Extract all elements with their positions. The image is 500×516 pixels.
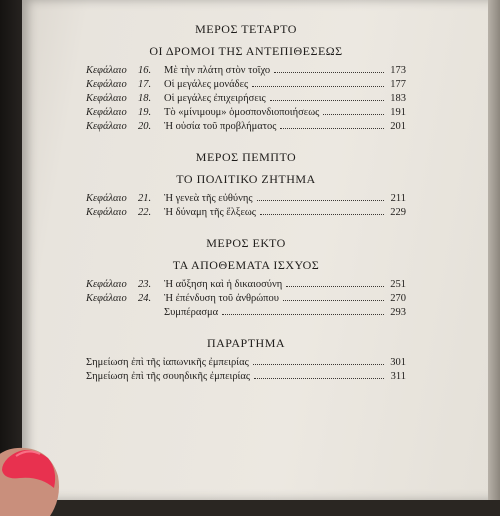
part-section-4 bbox=[86, 22, 406, 134]
chapter-label: Κεφάλαιο bbox=[86, 93, 127, 104]
toc-entry bbox=[86, 206, 406, 220]
chapter-title: Μὲ τὴν πλάτη στὸν τοῖχο bbox=[164, 65, 271, 76]
toc-entry bbox=[86, 106, 406, 120]
chapter-number: 18. bbox=[138, 93, 152, 104]
dot-leader bbox=[323, 106, 384, 115]
chapter-title: Ἡ οὐσία τοῦ προβλήματος bbox=[164, 121, 277, 132]
chapter-title: Ἡ δύναμη τῆς ἕλξεως bbox=[164, 207, 256, 218]
appendix-section bbox=[86, 336, 406, 384]
dot-leader bbox=[270, 92, 384, 101]
toc-entry bbox=[86, 78, 406, 92]
chapter-title: Τὸ «μίνιμουμ» ὁμοσπονδιοποιήσεως bbox=[164, 107, 320, 118]
dot-leader bbox=[257, 192, 384, 201]
dot-leader bbox=[222, 306, 384, 315]
page-number: 201 bbox=[390, 121, 406, 132]
page-number: 211 bbox=[390, 193, 406, 204]
dot-leader bbox=[280, 120, 384, 129]
dot-leader bbox=[274, 64, 384, 73]
chapter-number: 19. bbox=[138, 107, 152, 118]
dot-leader bbox=[286, 278, 384, 287]
chapter-title: Ἡ ἐπένδυση τοῦ ἀνθρώπου bbox=[164, 293, 279, 304]
page-number: 311 bbox=[390, 371, 406, 382]
chapter-label: Κεφάλαιο bbox=[86, 121, 127, 132]
conclusion-title: Συμπέρασμα bbox=[164, 307, 219, 318]
part-title: ΜΕΡΟΣ ΠΕΜΠΤΟ bbox=[195, 150, 297, 164]
part-title: ΜΕΡΟΣ ΕΚΤΟ bbox=[206, 236, 286, 250]
chapter-title: Ἡ αὔξηση καὶ ἡ δικαιοσύνη bbox=[164, 279, 283, 290]
toc-entry bbox=[86, 92, 406, 106]
page-number: 229 bbox=[390, 207, 406, 218]
appendix-entry-title: Σημείωση ἐπὶ τῆς σουηδικῆς ἐμπειρίας bbox=[86, 371, 251, 382]
page-number: 191 bbox=[390, 107, 406, 118]
chapter-number: 23. bbox=[138, 279, 152, 290]
fingertip-with-nail bbox=[0, 436, 70, 516]
toc-entry bbox=[86, 292, 406, 306]
chapter-label: Κεφάλαιο bbox=[86, 193, 127, 204]
toc-entry-conclusion bbox=[86, 306, 406, 320]
chapter-number: 20. bbox=[138, 121, 152, 132]
page-number: 301 bbox=[390, 357, 406, 368]
part-subtitle: ΤΑ ΑΠΟΘΕΜΑΤΑ ΙΣΧΥΟΣ bbox=[172, 258, 320, 272]
chapter-label: Κεφάλαιο bbox=[86, 207, 127, 218]
page-number: 183 bbox=[390, 93, 406, 104]
chapter-number: 21. bbox=[138, 193, 152, 204]
chapter-number: 17. bbox=[138, 79, 152, 90]
dot-leader bbox=[260, 206, 384, 215]
page-number: 270 bbox=[390, 293, 406, 304]
toc-entry bbox=[86, 356, 406, 370]
table-of-contents bbox=[86, 22, 406, 400]
page-number: 293 bbox=[390, 307, 406, 318]
chapter-label: Κεφάλαιο bbox=[86, 279, 127, 290]
page-number: 177 bbox=[390, 79, 406, 90]
page-edge bbox=[488, 0, 500, 500]
chapter-label: Κεφάλαιο bbox=[86, 65, 127, 76]
chapter-number: 16. bbox=[138, 65, 152, 76]
chapter-title: Οἱ μεγάλες μονάδες bbox=[164, 79, 249, 90]
part-subtitle: ΤΟ ΠΟΛΙΤΙΚΟ ΖΗΤΗΜΑ bbox=[176, 172, 316, 186]
dot-leader bbox=[283, 292, 384, 301]
toc-entry bbox=[86, 192, 406, 206]
page-number: 251 bbox=[390, 279, 406, 290]
dot-leader bbox=[253, 356, 384, 365]
chapter-label: Κεφάλαιο bbox=[86, 79, 127, 90]
chapter-number: 22. bbox=[138, 207, 152, 218]
chapter-title: Ἡ γενεὰ τῆς εὐθύνης bbox=[164, 193, 253, 204]
page-number: 173 bbox=[390, 65, 406, 76]
chapter-number: 24. bbox=[138, 293, 152, 304]
part-section-5 bbox=[86, 150, 406, 220]
toc-entry bbox=[86, 278, 406, 292]
toc-entry bbox=[86, 370, 406, 384]
chapter-title: Οἱ μεγάλες ἐπιχειρήσεις bbox=[164, 93, 266, 104]
dot-leader bbox=[254, 370, 384, 379]
chapter-label: Κεφάλαιο bbox=[86, 293, 127, 304]
dot-leader bbox=[252, 78, 384, 87]
appendix-title: ΠΑΡΑΡΤΗΜΑ bbox=[206, 336, 286, 350]
chapter-label: Κεφάλαιο bbox=[86, 107, 127, 118]
toc-entry bbox=[86, 120, 406, 134]
toc-entry bbox=[86, 64, 406, 78]
appendix-entry-title: Σημείωση ἐπὶ τῆς ἰαπωνικῆς ἐμπειρίας bbox=[86, 357, 249, 368]
part-title: ΜΕΡΟΣ ΤΕΤΑΡΤΟ bbox=[195, 22, 297, 36]
part-subtitle: ΟΙ ΔΡΟΜΟΙ ΤΗΣ ΑΝΤΕΠΙΘΕΣΕΩΣ bbox=[149, 44, 343, 58]
part-section-6 bbox=[86, 236, 406, 320]
